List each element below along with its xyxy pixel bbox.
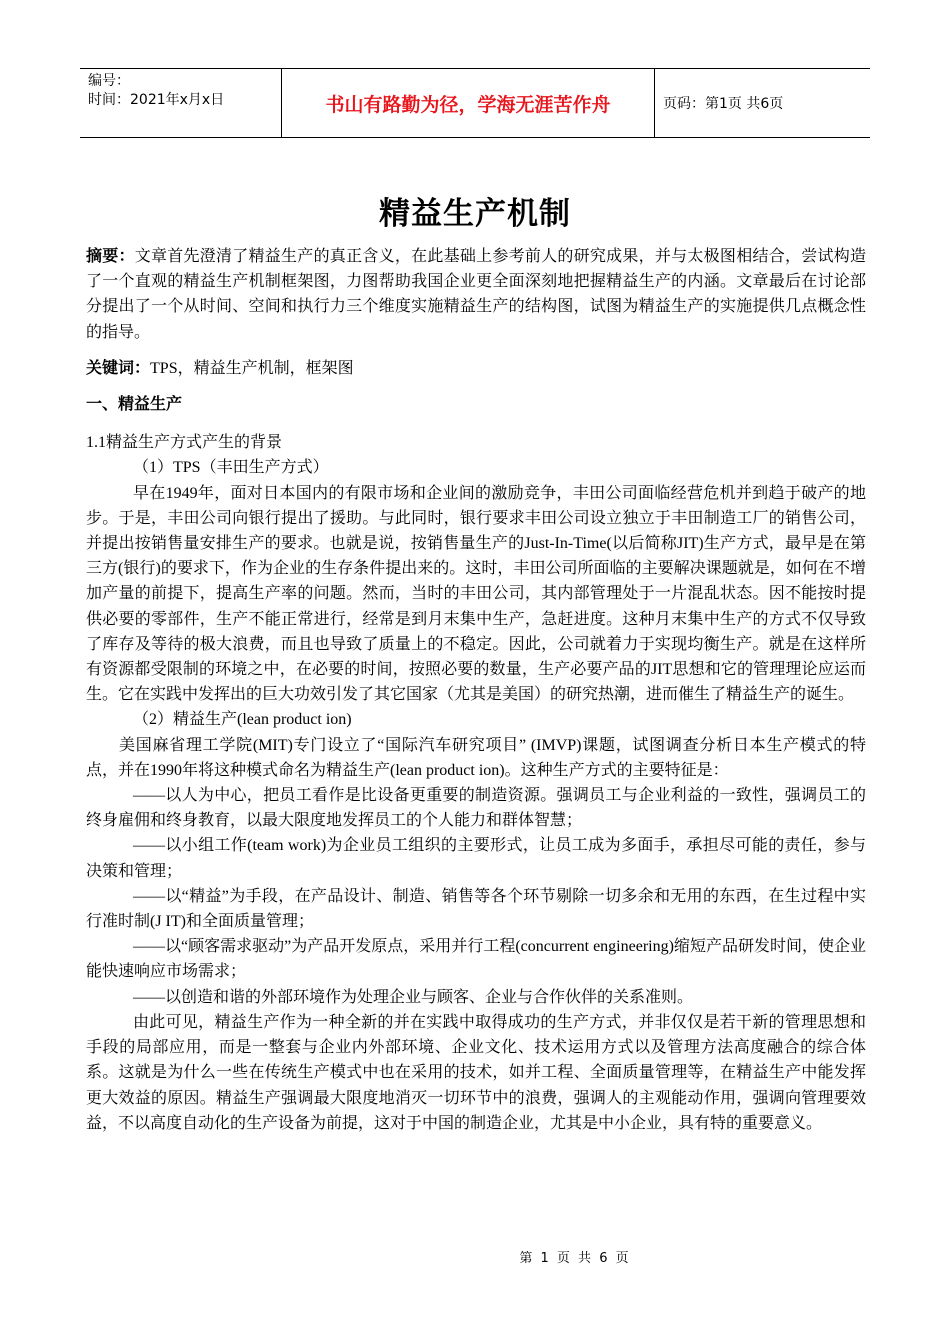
tps-heading: （1）TPS（丰田生产方式） xyxy=(133,459,329,477)
feature-item: ——以人为中心，把员工看作是比设备更重要的制造资源。强调员工与企业利益的一致性，强调员工的终身雇佣和终身教育，以最大限度地发挥员工的个人能力和群体智慧； xyxy=(86,787,866,830)
lean-paragraph: 美国麻省理工学院(MIT)专门设立了“国际汽车研究项目” (IMVP)课题，试图调查分析日本生产模式的特点，并在1990年将这种模式命名为精益生产(lean product ion)。这种生产方式的主要特征是： xyxy=(86,736,866,779)
header-page-info: 页码：第1页 共6页 xyxy=(663,96,784,112)
conclusion-paragraph: 由此可见，精益生产作为一种全新的并在实践中取得成功的生产方式，并非仅仅是若干新的管理思想和手段的局部应用，而是一整套与企业内外部环境、企业文化、技术运用方式以及管理方法高度融合的综合体系。这就是为什么一些在传统生产模式中也在采用的技术，如并工程、全面质量管理等，在精益生产中能发挥更大效益的原因。精益生产强调最大限度地消灭一切环节中的浪费，强调人的主观能动作用，强调向管理要效益，不以高度自动化的生产设备为前提，这对于中国的制造企业，尤其是中小企业，具有特的重要意义。 xyxy=(86,1013,866,1132)
document-title: 精益生产机制 xyxy=(379,196,571,232)
feature-item: ——以创造和谐的外部环境作为处理企业与顾客、企业与合作伙伴的关系准则。 xyxy=(133,988,694,1006)
abstract xyxy=(86,243,866,345)
keywords-label: 关键词： xyxy=(86,357,151,377)
header-motto: 书山有路勤为径，学海无涯苦作舟 xyxy=(282,69,655,137)
section-heading: 一、精益生产 xyxy=(86,394,183,414)
subsection-heading: 1.1精益生产方式产生的背景 xyxy=(86,434,283,452)
keywords-text: TPS，精益生产机制，框架图 xyxy=(150,359,354,377)
tps-paragraph: 早在1949年，面对日本国内的有限市场和企业间的激励竞争，丰田公司面临经营危机并到趋于破产的地步。于是，丰田公司向银行提出了援助。与此同时，银行要求丰田公司设立独立于丰田制造工厂的销售公司，并提出按销售量安排生产的要求。也就是说，按销售量生产的Just-In-Time(以后简称JIT)生产方式，最早是在第三方(银行)的要求下，作为企业的生存条件提出来的。这时，丰田公司所面临的主要解决课题就是，如何在不增加产量的前提下，提高生产率的问题。然而，当时的丰田公司，其内部管理处于一片混乱状态。因不能按时提供必要的零部件，生产不能正常进行，经常是到月末集中生产，急赶进度。这种月末集中生产的方式不仅导致了库存及等待的极大浪费，而且也导致了质量上的不稳定。因此，公司就着力于实现均衡生产。就是在这样所有资源都受限制的环境之中，在必要的时间，按照必要的数量，生产必要产品的JIT思想和它的管理理论应运而生。它在实践中发挥出的巨大功效引发了其它国家（尤其是美国）的研究热潮，进而催生了精益生产的诞生。 xyxy=(86,484,866,704)
keywords xyxy=(86,355,866,381)
header-table xyxy=(80,68,870,138)
header-meta xyxy=(80,69,282,137)
feature-item: ——以小组工作(team work)为企业员工组织的主要形式，让员工成为多面手，承担尽可能的责任，参与决策和管理； xyxy=(86,837,866,880)
page-footer: 第 1 页 共 6 页 xyxy=(519,1251,631,1266)
feature-item: ——以“精益”为手段，在产品设计、制造、销售等各个环节剔除一切多余和无用的东西，在生过程中实行准时制(J IT)和全面质量管理； xyxy=(86,887,866,931)
time-label: 时间：2021年x月x日 xyxy=(88,92,225,108)
code-label: 编号： xyxy=(88,73,130,89)
lean-heading: （2）精益生产(lean product ion) xyxy=(133,711,352,729)
abstract-text: 文章首先澄清了精益生产的真正含义，在此基础上参考前人的研究成果，并与太极图相结合，尝试构造了一个直观的精益生产机制框架图，力图帮助我国企业更全面深刻地把握精益生产的内涵。文章最后在讨论部分提出了一个从时间、空间和执行力三个维度实施精益生产的结构图，试图为精益生产的实施提供几点概念性的指导。 xyxy=(86,248,866,341)
document-body xyxy=(86,243,866,1136)
abstract-label: 摘要： xyxy=(86,246,135,265)
feature-item: ——以“顾客需求驱动”为产品开发原点，采用并行工程(concurrent engineering)缩短产品研发时间，使企业能快速响应市场需求； xyxy=(86,938,866,981)
